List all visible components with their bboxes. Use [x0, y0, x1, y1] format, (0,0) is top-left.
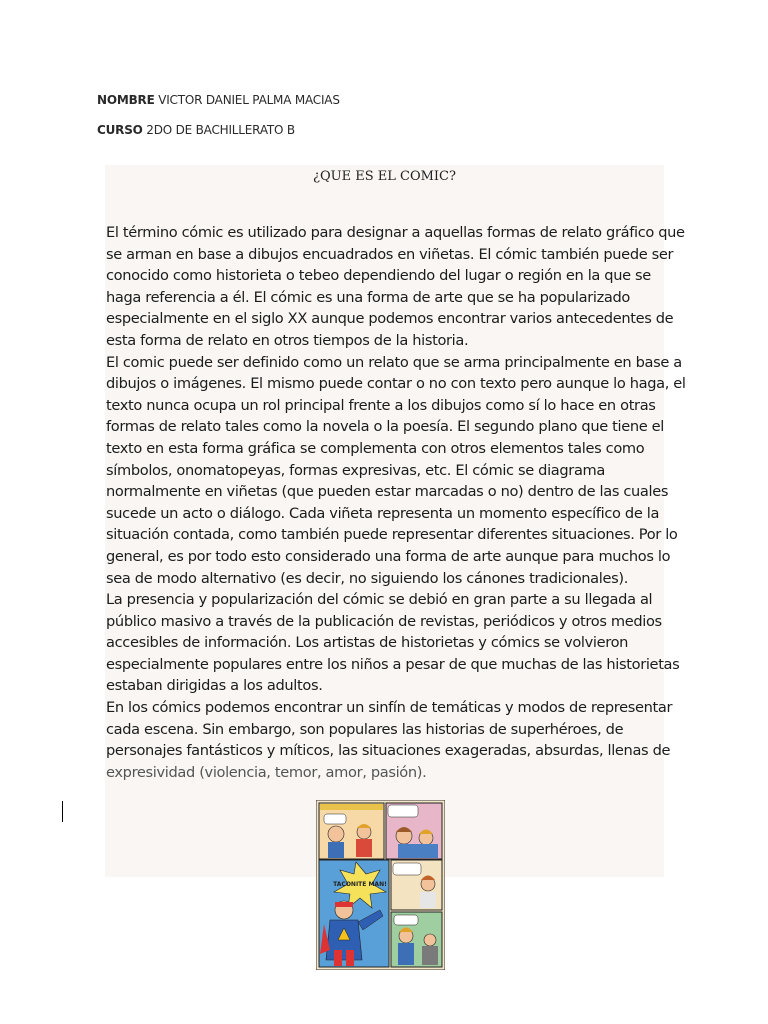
body-line: normalmente en viñetas (que pueden estar marcadas o no) dentro de las cuales — [106, 483, 669, 501]
body-line: se arman en base a dibujos encuadrados en viñetas. El cómic también puede ser — [106, 245, 674, 263]
body-line: personajes fantásticos y míticos, las situaciones exageradas, absurdas, llenas de — [106, 742, 671, 760]
body-line: esta forma de relato en otros tiempos de la historia. — [106, 331, 469, 349]
body-line: público masivo a través de la publicación de revistas, periódicos y otros medios — [106, 612, 662, 630]
course-line — [97, 123, 295, 137]
body-line: sucede un acto o diálogo. Cada viñeta representa un momento específico de la — [106, 504, 660, 522]
body-line: accesibles de información. Los artistas de historietas y cómics se volvieron — [106, 634, 629, 652]
text-cursor — [62, 801, 63, 822]
comic-speech-text: TACONITE MAN! — [333, 881, 387, 888]
body-line: texto nunca ocupa un rol principal frente a los dibujos como sí lo hace en otras — [106, 396, 656, 414]
body-line: En los cómics podemos encontrar un sinfín de temáticas y modos de representar — [106, 699, 673, 717]
body-line: El comic puede ser definido como un relato que se arma principalmente en base a — [106, 353, 682, 371]
body-line: especialmente populares entre los niños a pesar de que muchas de las historietas — [106, 655, 680, 673]
body-line: conocido como historieta o tebeo dependiendo del lugar o región en la que se — [106, 267, 651, 285]
body-line: cada escena. Sin embargo, son populares las historias de superhéroes, de — [106, 720, 624, 738]
body-line: sea de modo alternativo (es decir, no siguiendo los cánones tradicionales). — [106, 569, 628, 587]
document-title: ¿QUE ES EL COMIC? — [313, 169, 456, 184]
name-value: VICTOR DANIEL PALMA MACIAS — [158, 93, 340, 107]
body-line: estaban dirigidas a los adultos. — [106, 677, 323, 695]
course-label: CURSO — [97, 123, 143, 137]
body-line: La presencia y popularización del cómic se debió en gran parte a su llegada al — [106, 591, 653, 609]
body-line: haga referencia a él. El cómic es una forma de arte que se ha popularizado — [106, 288, 630, 306]
body-line: situación contada, como también puede representar diferentes situaciones. Por lo — [106, 526, 678, 544]
body-line: general, es por todo esto considerado una forma de arte aunque para muchos lo — [106, 547, 671, 565]
body-line: dibujos o imágenes. El mismo puede contar o no con texto pero aunque lo haga, el — [106, 375, 686, 393]
student-name-line — [97, 93, 340, 107]
body-line: expresividad (violencia, temor, amor, pasión). — [106, 763, 427, 781]
name-label: NOMBRE — [97, 93, 155, 107]
body-line: símbolos, onomatopeyas, formas expresivas, etc. El cómic se diagrama — [106, 461, 606, 479]
body-line: El término cómic es utilizado para designar a aquellas formas de relato gráfico que — [106, 224, 685, 241]
body-line: texto en esta forma gráfica se complementa con otros elementos tales como — [106, 439, 645, 457]
comic-page-illustration-icon[interactable] — [316, 800, 445, 970]
body-line: especialmente en el siglo XX aunque podemos encontrar varios antecedentes de — [106, 310, 674, 328]
course-value: 2DO DE BACHILLERATO B — [146, 123, 295, 137]
document-body[interactable] — [106, 222, 686, 783]
body-line: formas de relato tales como la novela o la poesía. El segundo plano que tiene el — [106, 418, 664, 436]
